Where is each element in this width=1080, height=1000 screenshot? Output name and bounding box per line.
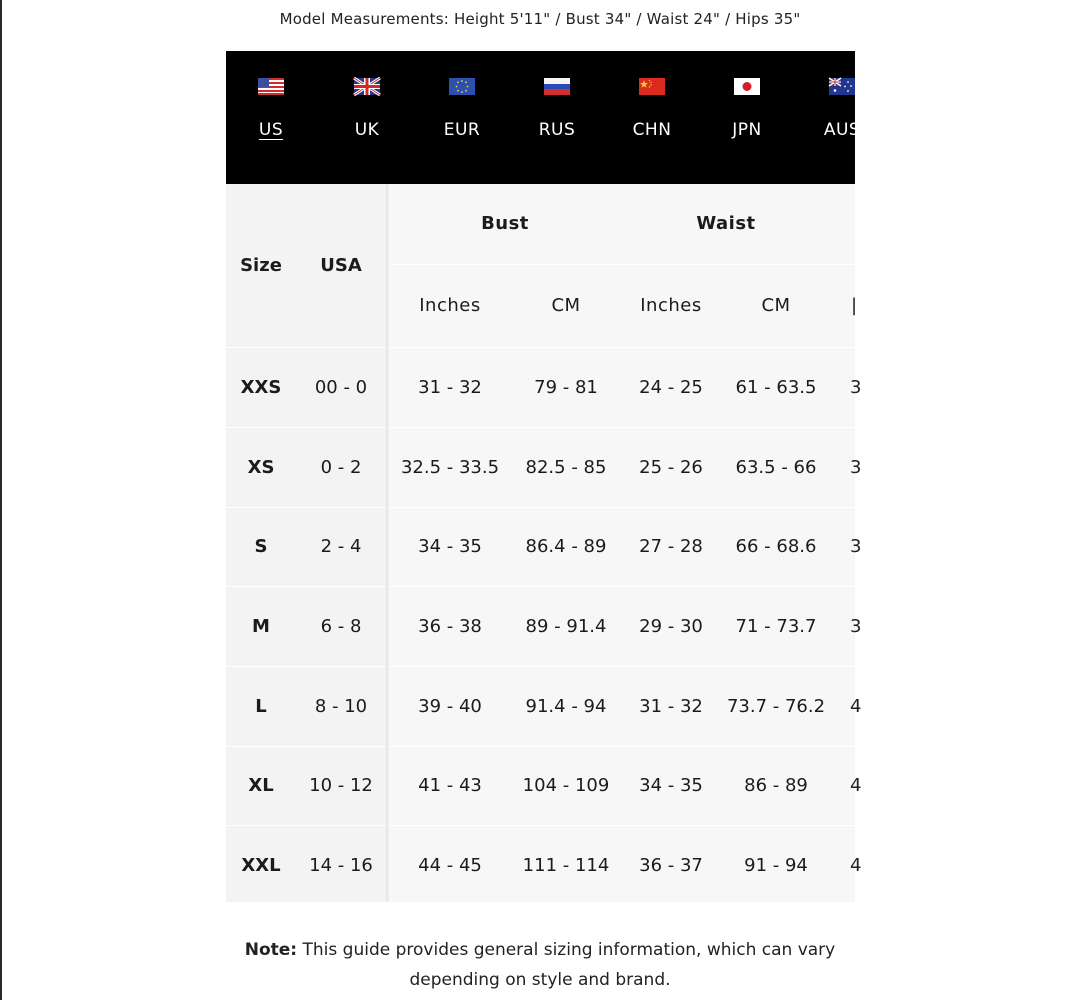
measurements-table[interactable] — [389, 184, 862, 902]
hips-partial: 3 — [850, 457, 862, 478]
tab-aus[interactable] — [797, 51, 893, 184]
size-column-header — [226, 184, 386, 348]
size-row — [226, 826, 386, 906]
australia-flag-icon — [829, 78, 855, 95]
waist-inches: 36 - 37 — [639, 855, 703, 876]
size-row — [226, 348, 386, 428]
tab-rus-label: RUS — [538, 120, 576, 140]
bust-cm-header: CM — [551, 295, 581, 316]
waist-header: Waist — [696, 213, 756, 234]
waist-inches: 34 - 35 — [639, 775, 703, 796]
usa-size: 6 - 8 — [320, 616, 362, 637]
us-flag-icon — [258, 78, 284, 95]
size-header: Size — [240, 255, 282, 276]
tab-rus[interactable] — [512, 51, 608, 184]
bust-inches: 34 - 35 — [418, 536, 482, 557]
tab-jpn-label: JPN — [732, 120, 762, 140]
table-row — [389, 587, 862, 667]
bust-inches: 44 - 45 — [418, 855, 482, 876]
waist-cm: 73.7 - 76.2 — [726, 696, 826, 717]
bust-cm: 104 - 109 — [522, 775, 610, 796]
usa-header: USA — [320, 255, 362, 276]
region-tab-bar — [226, 51, 861, 184]
table-row — [389, 428, 862, 508]
waist-cm: 66 - 68.6 — [735, 536, 817, 557]
uk-flag-icon — [354, 78, 380, 95]
bust-inches-header: Inches — [419, 295, 481, 316]
bust-cm: 86.4 - 89 — [525, 536, 607, 557]
size-row — [226, 746, 386, 826]
note-label: Note: — [244, 940, 298, 960]
bust-inches: 36 - 38 — [418, 616, 482, 637]
table-row — [389, 507, 862, 587]
bust-header: Bust — [481, 213, 529, 234]
bust-inches: 39 - 40 — [418, 696, 482, 717]
usa-size: 2 - 4 — [320, 536, 362, 557]
note-text: This guide provides general sizing information, which can vary depending on style and brand. — [302, 940, 836, 990]
usa-size: 8 - 10 — [314, 696, 368, 717]
size-row — [226, 667, 386, 747]
usa-size: 00 - 0 — [314, 377, 368, 398]
waist-cm: 61 - 63.5 — [735, 377, 817, 398]
waist-inches-header: Inches — [640, 295, 702, 316]
waist-cm: 86 - 89 — [744, 775, 808, 796]
hips-partial: 3 — [850, 377, 862, 398]
usa-size: 10 - 12 — [309, 775, 373, 796]
size-label: L — [255, 696, 267, 717]
eu-flag-icon — [449, 78, 475, 95]
hips-partial: 3 — [850, 536, 862, 557]
left-border — [0, 0, 2, 1000]
sizing-note — [240, 935, 840, 995]
waist-cm: 71 - 73.7 — [735, 616, 817, 637]
size-row — [226, 587, 386, 667]
bust-cm: 89 - 91.4 — [525, 616, 607, 637]
hips-partial: 4 — [850, 696, 862, 717]
tab-eur-label: EUR — [443, 120, 481, 140]
size-label: XS — [247, 457, 275, 478]
table-row — [389, 746, 862, 826]
bust-inches: 31 - 32 — [418, 377, 482, 398]
size-row — [226, 507, 386, 587]
size-row — [226, 428, 386, 508]
waist-cm: 63.5 - 66 — [735, 457, 817, 478]
bust-inches: 32.5 - 33.5 — [400, 457, 500, 478]
table-row — [389, 826, 862, 906]
next-column-header-partial: | — [851, 295, 858, 316]
hips-partial: 3 — [850, 616, 862, 637]
size-column — [226, 184, 386, 902]
bust-inches: 41 - 43 — [418, 775, 482, 796]
size-chart-frame — [226, 51, 862, 902]
waist-inches: 27 - 28 — [639, 536, 703, 557]
waist-inches: 31 - 32 — [639, 696, 703, 717]
tab-us-label: US — [258, 120, 284, 140]
tab-uk-label: UK — [354, 120, 380, 140]
waist-cm: 91 - 94 — [744, 855, 808, 876]
usa-size: 0 - 2 — [320, 457, 362, 478]
tab-jpn[interactable] — [702, 51, 798, 184]
tab-aus-label: AUS — [823, 120, 861, 140]
size-label: M — [252, 616, 270, 637]
tab-chn-label: CHN — [632, 120, 672, 140]
hips-partial: 4 — [850, 775, 862, 796]
tab-us[interactable] — [226, 51, 322, 184]
model-measurements: Model Measurements: Height 5'11" / Bust 34" / Waist 24" / Hips 35" — [279, 10, 801, 28]
bust-cm: 111 - 114 — [522, 855, 610, 876]
tab-eur[interactable] — [417, 51, 513, 184]
usa-size: 14 - 16 — [309, 855, 373, 876]
size-label: XXS — [240, 377, 282, 398]
size-label: S — [254, 536, 268, 557]
tab-chn[interactable] — [607, 51, 703, 184]
hips-partial: 4 — [850, 855, 862, 876]
waist-inches: 25 - 26 — [639, 457, 703, 478]
bust-cm: 82.5 - 85 — [525, 457, 607, 478]
bust-cm: 91.4 - 94 — [525, 696, 607, 717]
table-row — [389, 667, 862, 747]
size-label: XXL — [241, 855, 281, 876]
bust-cm: 79 - 81 — [534, 377, 598, 398]
waist-inches: 24 - 25 — [639, 377, 703, 398]
waist-inches: 29 - 30 — [639, 616, 703, 637]
china-flag-icon — [639, 78, 665, 95]
waist-cm-header: CM — [761, 295, 791, 316]
japan-flag-icon — [734, 78, 760, 95]
table-row — [389, 348, 862, 428]
tab-uk[interactable] — [322, 51, 418, 184]
size-label: XL — [248, 775, 274, 796]
russia-flag-icon — [544, 78, 570, 95]
